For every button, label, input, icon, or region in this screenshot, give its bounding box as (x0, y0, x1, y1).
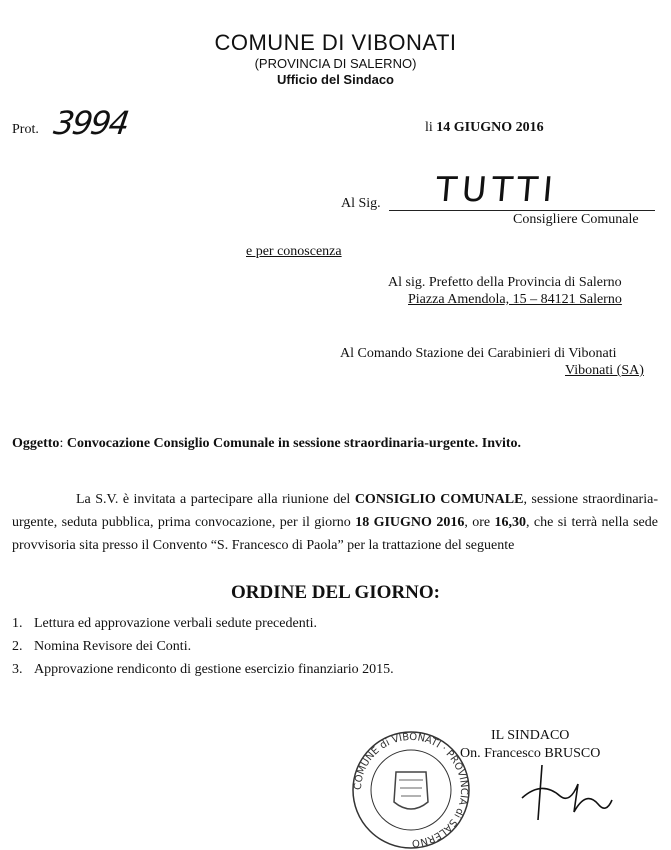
recipient-role: Consigliere Comunale (513, 212, 639, 227)
recipient-name-handwritten: TUTTI (434, 170, 560, 210)
prefetto-address: Piazza Amendola, 15 – 84121 Salerno (408, 292, 622, 307)
date-prefix: li (425, 120, 433, 135)
signatory-name: On. Francesco BRUSCO (460, 746, 601, 761)
prefetto-line1: Al sig. Prefetto della Provincia di Salerno (388, 275, 622, 290)
recipient-label: Al Sig. (341, 196, 381, 211)
invitation-paragraph (12, 488, 658, 557)
subject-label: Oggetto (12, 436, 60, 451)
protocol-number-handwritten: 3994 (51, 104, 131, 142)
list-item-number: 3. (12, 662, 23, 677)
list-item-number: 2. (12, 639, 23, 654)
list-item (12, 658, 394, 681)
signatory-title: IL SINDACO (491, 728, 570, 743)
seal-text: COMUNE di VIBONATI · PROVINCIA di SALERNO (352, 731, 470, 849)
protocol-label: Prot. (12, 122, 39, 137)
municipal-seal-stamp (344, 730, 478, 850)
carabinieri-line1: Al Comando Stazione dei Carabinieri di Vibonati (340, 346, 617, 361)
subject-text: Convocazione Consiglio Comunale in sessione straordinaria-urgente. Invito. (66, 436, 522, 451)
body-bold-time: 16,30 (494, 515, 527, 530)
date-value: 14 GIUGNO 2016 (436, 120, 544, 135)
body-text-2: , sessione straordinaria-urgente, seduta pubblica, prima convocazione, per il giorno (12, 492, 658, 530)
list-item-text: Nomina Revisore dei Conti. (34, 639, 192, 654)
list-item (12, 612, 394, 635)
body-bold-date: 18 GIUGNO 2016 (355, 515, 465, 530)
subject-line: Oggetto: Convocazione Consiglio Comunale in sessione straordinaria-urgente. Invito. (12, 436, 522, 451)
list-item (12, 635, 394, 658)
carabinieri-address: Vibonati (SA) (565, 363, 644, 378)
agenda-list (12, 612, 394, 681)
agenda-title: ORDINE DEL GIORNO: (230, 582, 441, 603)
per-conoscenza-label: e per conoscenza (246, 244, 342, 259)
body-bold-council: CONSIGLIO COMUNALE (354, 492, 524, 507)
body-text-4: , che si terrà nella sede provvisoria sita presso il Convento “S. Francesco di Paola” per la trattazione del seguente (12, 515, 658, 553)
body-text-3: , ore (464, 515, 495, 530)
recipient-underline (389, 210, 655, 211)
handwritten-signature (512, 760, 622, 830)
municipality-title: COMUNE DI VIBONATI (214, 30, 457, 55)
list-item-text: Lettura ed approvazione verbali sedute precedenti. (34, 616, 317, 631)
document-date (425, 120, 544, 136)
office-subtitle: Ufficio del Sindaco (276, 72, 394, 87)
list-item-number: 1. (12, 616, 23, 631)
province-subtitle: (PROVINCIA DI SALERNO) (254, 56, 417, 71)
list-item-text: Approvazione rendiconto di gestione esercizio finanziario 2015. (34, 662, 394, 677)
body-text-1: La S.V. è invitata a partecipare alla riunione del (76, 492, 355, 507)
